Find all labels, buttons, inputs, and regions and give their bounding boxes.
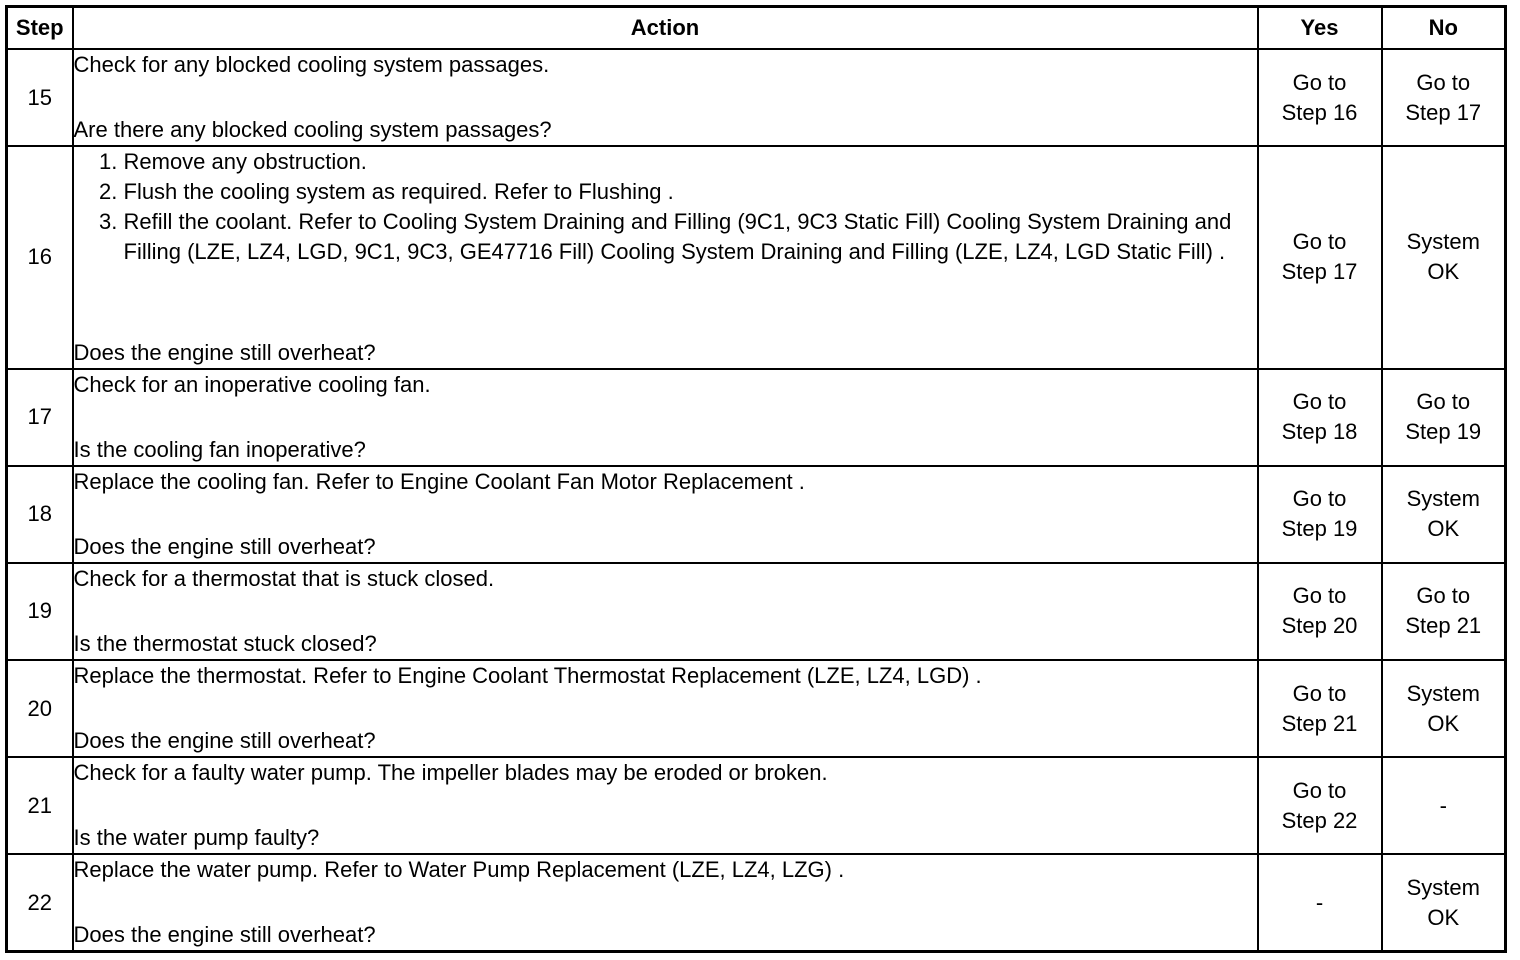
header-action: Action xyxy=(73,7,1258,50)
yes-line: Go to xyxy=(1292,389,1347,415)
action-text: Check for a faulty water pump. The impeller blades may be eroded or broken. xyxy=(73,760,828,786)
no-cell xyxy=(1382,466,1506,563)
yes-cell xyxy=(1258,49,1382,146)
diagnostic-table xyxy=(5,5,1507,953)
no-line: - xyxy=(1439,792,1447,818)
list-item: 3. Refill the coolant. Refer to Cooling System Draining and Filling (9C1, 9C3 Static Fill) Cooling System Draining and Filling (LZE, LZ4, LGD, 9C1, 9C3, GE47716 Fill) Cooling System Draining and Filling (LZE, LZ4, LGD Static Fill) . xyxy=(124,207,1257,267)
yes-line: Step 17 xyxy=(1281,259,1358,285)
header-no: No xyxy=(1382,7,1506,50)
step-number: 15 xyxy=(7,49,73,146)
yes-cell xyxy=(1258,369,1382,466)
yes-line: Step 20 xyxy=(1281,613,1358,639)
step-number: 17 xyxy=(7,369,73,466)
question-text: Is the thermostat stuck closed? xyxy=(73,630,377,656)
step-number: 20 xyxy=(7,660,73,757)
table-row xyxy=(7,660,1506,757)
table-row xyxy=(7,49,1506,146)
yes-line: Go to xyxy=(1292,229,1347,255)
table-row xyxy=(7,854,1506,951)
table-row xyxy=(7,466,1506,563)
no-line: Go to xyxy=(1416,389,1471,415)
no-cell xyxy=(1382,146,1506,368)
no-line: System xyxy=(1406,486,1480,512)
no-line: System xyxy=(1406,680,1480,706)
yes-line: Go to xyxy=(1292,680,1347,706)
action-cell xyxy=(73,563,1258,660)
question-text: Does the engine still overheat? xyxy=(73,339,376,365)
action-text: Replace the cooling fan. Refer to Engine Coolant Fan Motor Replacement . xyxy=(73,468,805,494)
yes-line: Go to xyxy=(1292,777,1347,803)
action-text: Check for any blocked cooling system passages. xyxy=(73,52,550,77)
question-text: Is the water pump faulty? xyxy=(73,825,320,851)
no-line: OK xyxy=(1427,259,1460,285)
no-line: OK xyxy=(1427,516,1460,542)
yes-line: Go to xyxy=(1292,486,1347,512)
step-number: 19 xyxy=(7,563,73,660)
action-cell xyxy=(73,757,1258,854)
table-row xyxy=(7,369,1506,466)
no-cell xyxy=(1382,369,1506,466)
action-cell xyxy=(73,854,1258,951)
step-number: 22 xyxy=(7,854,73,951)
yes-cell xyxy=(1258,660,1382,757)
yes-cell xyxy=(1258,563,1382,660)
header-row xyxy=(7,7,1506,50)
table-row xyxy=(7,757,1506,854)
no-line: Step 17 xyxy=(1405,99,1482,125)
yes-cell xyxy=(1258,757,1382,854)
no-line: Step 21 xyxy=(1405,613,1482,639)
action-cell xyxy=(73,466,1258,563)
no-line: System xyxy=(1406,874,1480,900)
no-line: Go to xyxy=(1416,583,1471,609)
action-text: Replace the thermostat. Refer to Engine Coolant Thermostat Replacement (LZE, LZ4, LGD) . xyxy=(73,662,982,688)
procedure-list xyxy=(74,147,1257,267)
yes-cell xyxy=(1258,466,1382,563)
no-cell xyxy=(1382,854,1506,951)
yes-line: Step 22 xyxy=(1281,807,1358,833)
question-text: Is the cooling fan inoperative? xyxy=(73,436,366,462)
question-text: Does the engine still overheat? xyxy=(73,533,376,559)
no-cell xyxy=(1382,49,1506,146)
yes-line: Go to xyxy=(1292,583,1347,609)
yes-cell xyxy=(1258,146,1382,368)
yes-line: Step 21 xyxy=(1281,710,1358,736)
no-line: Go to xyxy=(1416,69,1471,95)
table-row xyxy=(7,563,1506,660)
no-cell xyxy=(1382,660,1506,757)
list-item: 1. Remove any obstruction. xyxy=(124,147,1257,177)
table-row xyxy=(7,146,1506,368)
yes-line: - xyxy=(1315,889,1324,915)
step-number: 18 xyxy=(7,466,73,563)
yes-cell xyxy=(1258,854,1382,951)
no-cell xyxy=(1382,563,1506,660)
list-item: 2. Flush the cooling system as required. Refer to Flushing . xyxy=(124,177,1257,207)
action-cell xyxy=(73,369,1258,466)
question-text: Does the engine still overheat? xyxy=(73,728,376,754)
action-cell xyxy=(73,146,1258,368)
question-text: Are there any blocked cooling system passages? xyxy=(73,117,552,143)
yes-line: Step 16 xyxy=(1281,99,1358,125)
header-yes: Yes xyxy=(1258,7,1382,50)
no-line: OK xyxy=(1427,904,1460,930)
yes-line: Step 19 xyxy=(1281,516,1358,542)
action-text: Replace the water pump. Refer to Water Pump Replacement (LZE, LZ4, LZG) . xyxy=(73,857,845,883)
action-cell xyxy=(73,49,1258,146)
action-text: Check for an inoperative cooling fan. xyxy=(73,371,431,397)
step-number: 21 xyxy=(7,757,73,854)
no-line: System xyxy=(1406,229,1480,255)
question-text: Does the engine still overheat? xyxy=(73,922,376,947)
step-number: 16 xyxy=(7,146,73,368)
action-text: Check for a thermostat that is stuck closed. xyxy=(73,565,495,591)
yes-line: Step 18 xyxy=(1281,419,1358,445)
header-step: Step xyxy=(7,7,73,50)
action-cell xyxy=(73,660,1258,757)
no-line: OK xyxy=(1427,710,1460,736)
no-cell xyxy=(1382,757,1506,854)
no-line: Step 19 xyxy=(1405,419,1482,445)
yes-line: Go to xyxy=(1292,69,1347,95)
